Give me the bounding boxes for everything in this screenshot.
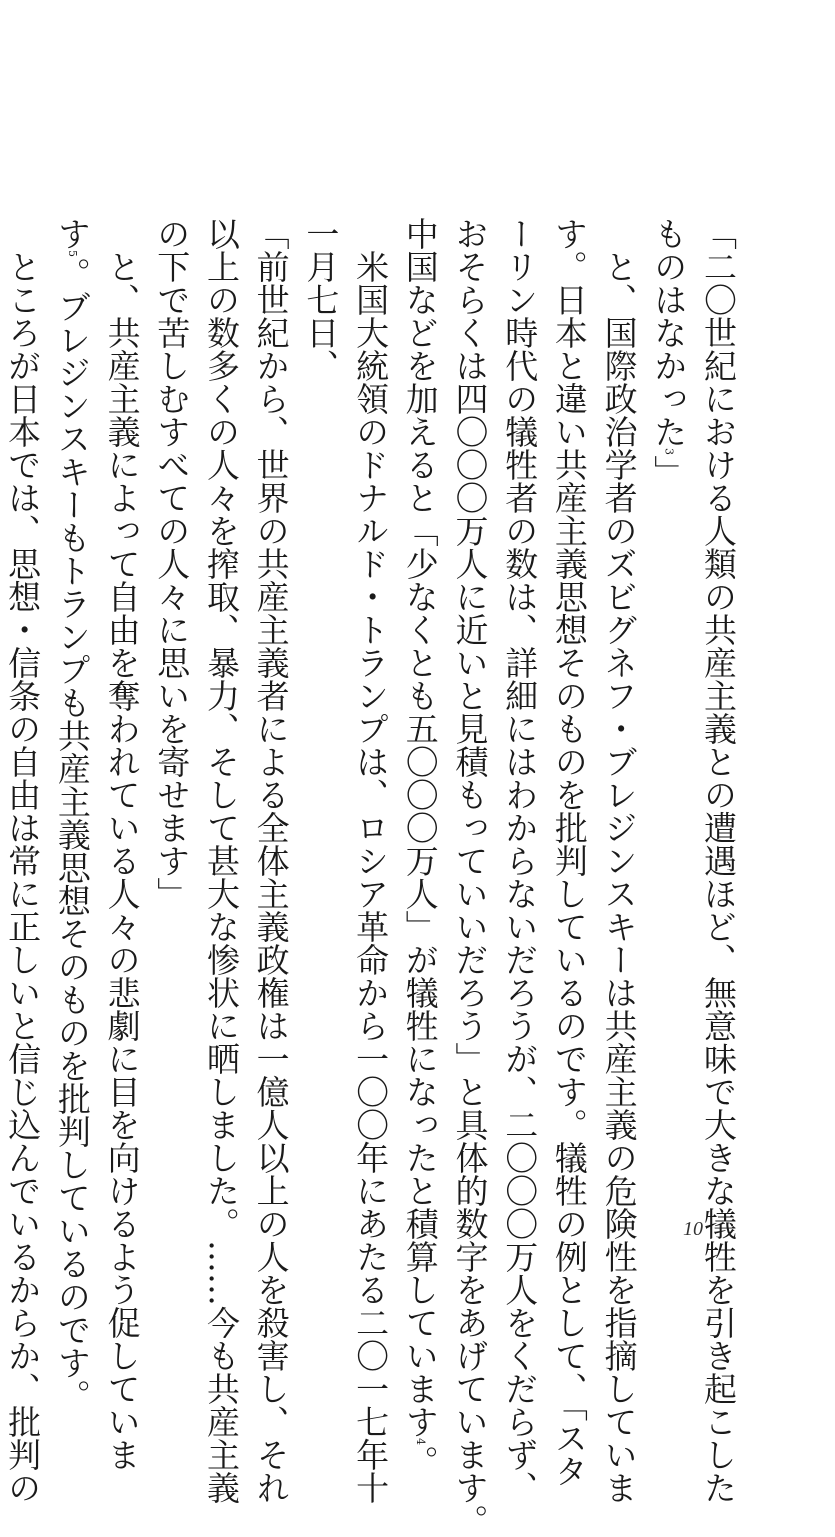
text-line-2-body: ものはなかった xyxy=(649,217,689,448)
footnote-marker-3: 3 xyxy=(662,448,676,455)
text-line-10: 「前世紀から、世界の共産主義者による全体主義政権は一億人以上の人を殺害し、それ xyxy=(251,217,291,1504)
text-line-4: す。日本と違い共産主義思想そのものを批判しているのです。犠牲の例として、「スタ xyxy=(549,217,589,1488)
page-number: 10 xyxy=(683,1218,703,1240)
text-line-2-tail: 」 xyxy=(649,455,689,488)
text-line-7-tail: 。 xyxy=(400,1445,440,1478)
text-line-6: おそらくは四〇〇〇万人に近いと見積もっていいだろう」と具体的数字をあげています。 xyxy=(450,217,490,1537)
text-line-2 xyxy=(644,217,694,1217)
text-line-14-tail: 。ブレジンスキーもトランプも共産主義思想そのものを批判しているのです。 xyxy=(52,257,92,1412)
text-line-14-body: す xyxy=(52,217,92,250)
text-line-8: 米国大統領のドナルド・トランプは、ロシア革命から一〇〇年にあたる二〇一七年十 xyxy=(351,217,391,1504)
text-line-7 xyxy=(395,217,445,1478)
text-line-11: 以上の数多くの人々を搾取、暴力、そして甚大な惨状に晒しました。……今も共産主義 xyxy=(201,217,241,1504)
text-line-5: ーリン時代の犠牲者の数は、詳細にはわからないだろうが、二〇〇〇万人をくだらず、 xyxy=(500,217,540,1504)
footnote-marker-4: 4 xyxy=(413,1438,427,1445)
text-line-12: の下で苦しむすべての人々に思いを寄せます」 xyxy=(152,217,192,910)
text-line-13: と、共産主義によって自由を奪われている人々の悲劇に目を向けるよう促していま xyxy=(102,217,142,1471)
text-line-3: と、国際政治学者のズビグネフ・ブレジンスキーは共産主義の危険性を指摘していま xyxy=(599,217,639,1504)
text-line-7-body: 中国などを加えると「少なくとも五〇〇〇万人」が犠牲になったと積算しています xyxy=(400,217,440,1438)
text-line-15: ところが日本では、思想・信条の自由は常に正しいと信じ込んでいるからか、批判の xyxy=(3,217,43,1504)
text-line-9: 一月七日、 xyxy=(301,217,341,382)
text-line-14 xyxy=(47,217,97,1412)
text-line-1: 「二〇世紀における人類の共産主義との遭遇ほど、無意味で大きな犠牲を引き起こした xyxy=(699,217,738,1504)
footnote-marker-5: 5 xyxy=(65,250,79,257)
